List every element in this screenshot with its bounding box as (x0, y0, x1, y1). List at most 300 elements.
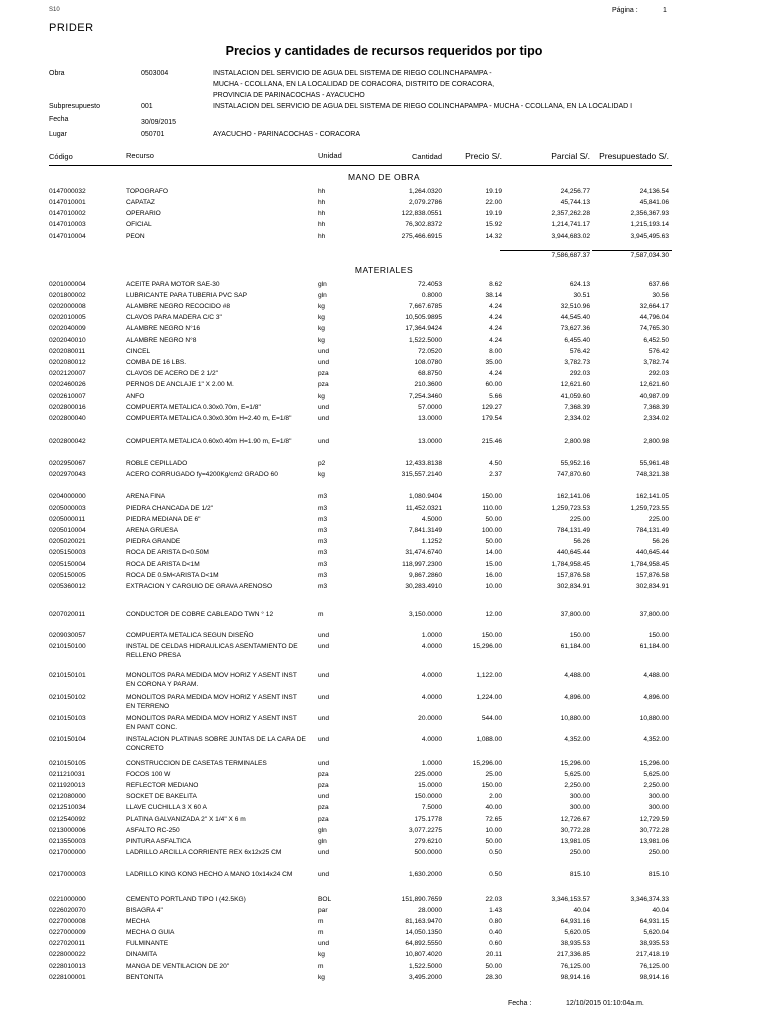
code-cell: 0202460026 (49, 381, 86, 388)
footer-fecha-value: 12/10/2015 01:10:04a.m. (566, 1000, 644, 1007)
recurso-cell: FOCOS 100 W (126, 771, 171, 778)
code-cell: 0201000004 (49, 281, 86, 288)
parcial-cell: 44,545.40 (560, 314, 590, 321)
unidad-cell: hh (318, 199, 326, 206)
code-cell: 0202040009 (49, 325, 86, 332)
cantidad-cell: 1,080.9404 (408, 493, 442, 500)
parcial-cell: 784,131.49 (556, 527, 590, 534)
cantidad-cell: 275,466.6915 (401, 233, 442, 240)
code-cell: 0202610007 (49, 393, 86, 400)
presupuestado-cell: 300.00 (648, 804, 669, 811)
parcial-cell: 45,744.13 (560, 199, 590, 206)
precio-cell: 10.00 (485, 583, 502, 590)
parcial-cell: 1,214,741.17 (551, 221, 590, 228)
code-cell: 0202970043 (49, 471, 86, 478)
precio-cell: 0.50 (489, 849, 502, 856)
code-cell: 0210150104 (49, 736, 86, 743)
recurso-cell: ROCA DE ARISTA D<0.50M (126, 549, 209, 556)
parcial-cell: 5,620.05 (564, 929, 590, 936)
subpresupuesto-desc: INSTALACION DEL SERVICIO DE AGUA DEL SISTEMA DE RIEGO COLINCHAPAMPA - MUCHA - CCOLLANA, EN LA LOCALIDAD I (213, 103, 633, 110)
code-cell: 0209030057 (49, 632, 86, 639)
subtotal-underline-presupuestado (592, 250, 672, 251)
recurso-cell: CLAVOS PARA MADERA C/C 3" (126, 314, 222, 321)
presupuestado-cell: 2,334.02 (643, 415, 669, 422)
parcial-cell: 2,250.00 (564, 782, 590, 789)
precio-cell: 10.00 (485, 827, 502, 834)
cantidad-cell: 4.0000 (421, 643, 442, 650)
parcial-cell: 30,772.28 (560, 827, 590, 834)
cantidad-cell: 28.0000 (418, 907, 442, 914)
presupuestado-cell: 44,796.04 (639, 314, 669, 321)
presupuestado-cell: 4,896.00 (643, 694, 669, 701)
recurso-cell: PERNOS DE ANCLAJE 1" X 2.00 M. (126, 381, 234, 388)
presupuestado-cell: 32,664.17 (639, 303, 669, 310)
unidad-cell: und (318, 694, 330, 701)
presupuestado-cell: 37,800.00 (639, 611, 669, 618)
precio-cell: 179.54 (481, 415, 502, 422)
precio-cell: 14.32 (485, 233, 502, 240)
recurso-cell: EXTRACION Y CARGUIO DE GRAVA ARENOSO (126, 583, 273, 590)
parcial-cell: 747,870.60 (556, 471, 590, 478)
presupuestado-cell: 74,765.30 (639, 325, 669, 332)
presupuestado-cell: 150.00 (648, 632, 669, 639)
presupuestado-cell: 576.42 (648, 348, 669, 355)
precio-cell: 22.03 (485, 896, 502, 903)
precio-cell: 0.80 (489, 918, 502, 925)
recurso-cell: CONSTRUCCION DE CASETAS TERMINALES (126, 760, 267, 767)
code-cell: 0202080011 (49, 348, 86, 355)
recurso-cell: CINCEL (126, 348, 151, 355)
parcial-cell: 1,784,958.45 (551, 561, 590, 568)
code-cell: 0210150101 (49, 672, 86, 679)
header-divider (49, 165, 672, 166)
parcial-cell: 4,488.00 (564, 672, 590, 679)
unidad-cell: hh (318, 210, 326, 217)
unidad-cell: kg (318, 974, 325, 981)
code-cell: 0210150100 (49, 643, 86, 650)
unidad-cell: und (318, 404, 330, 411)
unidad-cell: und (318, 415, 330, 422)
presupuestado-cell: 12,621.60 (639, 381, 669, 388)
unidad-cell: m (318, 963, 324, 970)
recurso-cell: ROCA DE ARISTA D<1M (126, 561, 200, 568)
unidad-cell: m3 (318, 527, 328, 534)
precio-cell: 4.24 (489, 303, 502, 310)
code-cell: 0202800042 (49, 438, 86, 445)
precio-cell: 544.00 (481, 715, 502, 722)
precio-cell: 215.46 (481, 438, 502, 445)
presupuestado-cell: 5,625.00 (643, 771, 669, 778)
parcial-cell: 217,336.85 (556, 951, 590, 958)
presupuestado-cell: 2,250.00 (643, 782, 669, 789)
cantidad-cell: 4.0000 (421, 736, 442, 743)
unidad-cell: m3 (318, 549, 328, 556)
cantidad-cell: 9,867.2860 (408, 572, 442, 579)
unidad-cell: p2 (318, 460, 326, 467)
code-cell: 0205020021 (49, 538, 86, 545)
recurso-cell: FULMINANTE (126, 940, 169, 947)
code-cell: 0205000011 (49, 516, 86, 523)
cantidad-cell: 1.0000 (421, 632, 442, 639)
cantidad-cell: 7,667.6785 (408, 303, 442, 310)
presupuestado-cell: 6,452.50 (643, 337, 669, 344)
recurso-cell: MECHA O GUIA (126, 929, 175, 936)
parcial-cell: 2,800.98 (564, 438, 590, 445)
unidad-cell: pza (318, 381, 329, 388)
precio-cell: 72.65 (485, 816, 502, 823)
recurso-cell: MONOLITOS PARA MEDIDA MOV HORIZ Y ASENT INST EN CORONA Y PARAM. (126, 672, 297, 689)
presupuestado-cell: 2,800.98 (643, 438, 669, 445)
parcial-cell: 292.03 (569, 370, 590, 377)
cantidad-cell: 1.0000 (421, 760, 442, 767)
recurso-cell: ARENA GRUESA (126, 527, 179, 534)
presupuestado-cell: 40.04 (652, 907, 669, 914)
cantidad-cell: 57.0000 (418, 404, 442, 411)
unidad-cell: m3 (318, 516, 328, 523)
presupuestado-cell: 1,259,723.55 (630, 505, 669, 512)
precio-cell: 15,296.00 (472, 643, 502, 650)
unidad-cell: und (318, 793, 330, 800)
recurso-cell: PINTURA ASFALTICA (126, 838, 192, 845)
parcial-cell: 24,256.77 (560, 188, 590, 195)
code-cell: 0202080012 (49, 359, 86, 366)
precio-cell: 4.50 (489, 460, 502, 467)
cantidad-cell: 1,522.5000 (408, 963, 442, 970)
parcial-cell: 32,510.96 (560, 303, 590, 310)
recurso-cell: ACEITE PARA MOTOR SAE-30 (126, 281, 220, 288)
unidad-cell: hh (318, 233, 326, 240)
code-cell: 0205150005 (49, 572, 86, 579)
fecha-value: 30/09/2015 (141, 119, 177, 126)
recurso-cell: PLATINA GALVANIZADA 2" X 1/4" X 6 m (126, 816, 246, 823)
unidad-cell: m3 (318, 538, 328, 545)
presupuestado-cell: 7,368.39 (643, 404, 669, 411)
unidad-cell: und (318, 672, 330, 679)
recurso-cell: ACERO CORRUGADO fy=4200Kg/cm2 GRADO 60 (126, 471, 278, 478)
code-cell: 0147010004 (49, 233, 86, 240)
unidad-cell: hh (318, 188, 326, 195)
code-cell: 0228000022 (49, 951, 86, 958)
unidad-cell: pza (318, 804, 329, 811)
parcial-cell: 13,981.05 (560, 838, 590, 845)
unidad-cell: kg (318, 314, 325, 321)
precio-cell: 110.00 (482, 505, 502, 512)
recurso-cell: INSTALACION PLATINAS SOBRE JUNTAS DE LA CARA DE CONCRETO (126, 736, 306, 753)
parcial-cell: 15,296.00 (560, 760, 590, 767)
parcial-cell: 2,357,262.28 (551, 210, 590, 217)
presupuestado-cell: 56.26 (652, 538, 669, 545)
recurso-cell: MONOLITOS PARA MEDIDA MOV HORIZ Y ASENT INST EN PANT CONC. (126, 715, 297, 732)
code-cell: 0202010005 (49, 314, 86, 321)
recurso-cell: PIEDRA GRANDE (126, 538, 181, 545)
precio-cell: 129.27 (481, 404, 502, 411)
precio-cell: 35.00 (485, 359, 502, 366)
cantidad-cell: 10,505.9895 (405, 314, 442, 321)
cantidad-cell: 210.3600 (414, 381, 442, 388)
code-cell: 0147000032 (49, 188, 86, 195)
parcial-cell: 3,944,683.02 (551, 233, 590, 240)
unidad-cell: kg (318, 393, 325, 400)
cantidad-cell: 3,495.2000 (408, 974, 442, 981)
col-header-presupuestado: Presupuestado S/. (599, 151, 669, 161)
cantidad-cell: 76,302.8372 (405, 221, 442, 228)
page-label: Página : (612, 7, 638, 14)
cantidad-cell: 1,630.2000 (408, 871, 442, 878)
cantidad-cell: 3,150.0000 (408, 611, 442, 618)
precio-cell: 60.00 (485, 381, 502, 388)
presupuestado-cell: 157,876.58 (635, 572, 669, 579)
code-cell: 0213000006 (49, 827, 86, 834)
parcial-cell: 12,621.60 (560, 381, 590, 388)
parcial-cell: 98,914.16 (560, 974, 590, 981)
precio-cell: 22.00 (485, 199, 502, 206)
col-header-codigo: Código (49, 152, 73, 161)
unidad-cell: kg (318, 325, 325, 332)
presupuestado-cell: 784,131.49 (635, 527, 669, 534)
recurso-cell: OFICIAL (126, 221, 152, 228)
code-cell: 0205010004 (49, 527, 86, 534)
recurso-cell: PIEDRA MEDIANA DE 6" (126, 516, 201, 523)
recurso-cell: DINAMITA (126, 951, 158, 958)
parcial-cell: 10,880.00 (560, 715, 590, 722)
cantidad-cell: 225.0000 (414, 771, 442, 778)
precio-cell: 4.24 (489, 370, 502, 377)
parcial-cell: 55,952.16 (560, 460, 590, 467)
unidad-cell: pza (318, 370, 329, 377)
presupuestado-cell: 1,784,958.45 (630, 561, 669, 568)
recurso-cell: PEON (126, 233, 145, 240)
presupuestado-cell: 15,296.00 (639, 760, 669, 767)
precio-cell: 14.00 (485, 549, 502, 556)
recurso-cell: TOPOGRAFO (126, 188, 169, 195)
obra-desc-line2: MUCHA - CCOLLANA, EN LA LOCALIDAD DE CORACORA, DISTRITO DE CORACORA, (213, 81, 495, 88)
parcial-cell: 73,627.36 (560, 325, 590, 332)
subtotal-underline-parcial (500, 250, 590, 251)
cantidad-cell: 150.0000 (414, 793, 442, 800)
code-cell: 0210150103 (49, 715, 86, 722)
cantidad-cell: 4.5000 (421, 516, 442, 523)
footer-fecha-label: Fecha : (508, 1000, 532, 1007)
code-cell: 0210150102 (49, 694, 86, 701)
precio-cell: 28.30 (485, 974, 502, 981)
cantidad-cell: 1.1252 (421, 538, 442, 545)
precio-cell: 12.00 (485, 611, 502, 618)
presupuestado-cell: 61,184.00 (639, 643, 669, 650)
cantidad-cell: 3,077.2275 (408, 827, 442, 834)
code-cell: 0205000003 (49, 505, 86, 512)
recurso-cell: CEMENTO PORTLAND TIPO I (42.5KG) (126, 896, 246, 903)
precio-cell: 15.00 (485, 561, 502, 568)
cantidad-cell: 500.0000 (414, 849, 442, 856)
presupuestado-cell: 815.10 (648, 871, 669, 878)
parcial-cell: 41,059.60 (560, 393, 590, 400)
parcial-cell: 37,800.00 (560, 611, 590, 618)
cantidad-cell: 1,264.0320 (408, 188, 442, 195)
recurso-cell: MONOLITOS PARA MEDIDA MOV HORIZ Y ASENT INST EN TERRENO (126, 694, 297, 711)
parcial-cell: 300.00 (569, 804, 590, 811)
presupuestado-cell: 250.00 (648, 849, 669, 856)
precio-cell: 16.00 (485, 572, 502, 579)
code-cell: 0207020011 (49, 611, 86, 618)
unidad-cell: und (318, 849, 330, 856)
cantidad-cell: 118,997.2300 (402, 561, 442, 568)
cantidad-cell: 108.0780 (414, 359, 442, 366)
parcial-cell: 225.00 (569, 516, 590, 523)
cantidad-cell: 175.1778 (414, 816, 442, 823)
unidad-cell: gln (318, 281, 327, 288)
code-cell: 0212080000 (49, 793, 86, 800)
parcial-cell: 300.00 (569, 793, 590, 800)
precio-cell: 20.11 (485, 951, 502, 958)
parcial-cell: 4,896.00 (564, 694, 590, 701)
parcial-cell: 76,125.00 (560, 963, 590, 970)
col-header-unidad: Unidad (318, 151, 342, 160)
presupuestado-cell: 3,346,374.33 (630, 896, 669, 903)
unidad-cell: m3 (318, 583, 328, 590)
cantidad-cell: 279.6210 (414, 838, 442, 845)
unidad-cell: kg (318, 951, 325, 958)
unidad-cell: m (318, 611, 324, 618)
precio-cell: 19.19 (485, 210, 502, 217)
section-title-materiales: MATERIALES (354, 265, 414, 275)
recurso-cell: ROBLE CEPILLADO (126, 460, 188, 467)
unidad-cell: und (318, 760, 330, 767)
parcial-cell: 12,726.67 (560, 816, 590, 823)
parcial-cell: 40.04 (573, 907, 590, 914)
parcial-cell: 3,782.73 (564, 359, 590, 366)
parcial-cell: 4,352.00 (564, 736, 590, 743)
recurso-cell: PIEDRA CHANCADA DE 1/2" (126, 505, 213, 512)
cantidad-cell: 151,890.7659 (401, 896, 442, 903)
presupuestado-cell: 64,931.15 (639, 918, 669, 925)
code-cell: 0202800016 (49, 404, 86, 411)
cantidad-cell: 12,433.8138 (405, 460, 442, 467)
presupuestado-cell: 292.03 (648, 370, 669, 377)
recurso-cell: ALAMBRE NEGRO N°16 (126, 325, 201, 332)
recurso-cell: LLAVE CUCHILLA 3 X 60 A (126, 804, 207, 811)
parcial-cell: 815.10 (569, 871, 590, 878)
cantidad-cell: 68.8750 (418, 370, 442, 377)
unidad-cell: kg (318, 471, 325, 478)
report-code: S10 (49, 7, 60, 13)
unidad-cell: und (318, 940, 330, 947)
parcial-cell: 3,346,153.57 (551, 896, 590, 903)
fecha-label: Fecha (49, 116, 69, 123)
subtotal-parcial: 7,586,687.37 (551, 252, 590, 259)
unidad-cell: und (318, 438, 330, 445)
page-number: 1 (663, 7, 667, 14)
code-cell: 0212510034 (49, 804, 86, 811)
recurso-cell: MANGA DE VENTILACION DE 20" (126, 963, 230, 970)
precio-cell: 5.66 (489, 393, 502, 400)
unidad-cell: m (318, 929, 324, 936)
code-cell: 0221000000 (49, 896, 86, 903)
precio-cell: 50.00 (485, 516, 502, 523)
col-header-cantidad: Cantidad (411, 152, 442, 161)
unidad-cell: kg (318, 337, 325, 344)
presupuestado-cell: 24,136.54 (639, 188, 669, 195)
precio-cell: 1.43 (489, 907, 502, 914)
presupuestado-cell: 40,987.09 (639, 393, 669, 400)
cantidad-cell: 15.0000 (418, 782, 442, 789)
presupuestado-cell: 55,961.48 (639, 460, 669, 467)
parcial-cell: 2,334.02 (564, 415, 590, 422)
unidad-cell: kg (318, 303, 325, 310)
presupuestado-cell: 76,125.00 (639, 963, 669, 970)
cantidad-cell: 20.0000 (418, 715, 442, 722)
recurso-cell: OPERARIO (126, 210, 161, 217)
parcial-cell: 150.00 (569, 632, 590, 639)
presupuestado-cell: 3,945,495.63 (630, 233, 669, 240)
lugar-label: Lugar (49, 131, 67, 138)
code-cell: 0217000000 (49, 849, 86, 856)
recurso-cell: COMPUERTA METALICA 0.30x0.70m, E=1/8" (126, 404, 261, 411)
presupuestado-cell: 38,935.53 (639, 940, 669, 947)
cantidad-cell: 31,474.6740 (405, 549, 442, 556)
cantidad-cell: 2,079.2786 (408, 199, 442, 206)
unidad-cell: BOL (318, 896, 332, 903)
code-cell: 0211920013 (49, 782, 86, 789)
code-cell: 0227020011 (49, 940, 86, 947)
code-cell: 0147010003 (49, 221, 86, 228)
parcial-cell: 624.13 (569, 281, 590, 288)
cantidad-cell: 4.0000 (421, 672, 442, 679)
report-title: Precios y cantidades de recursos requeridos por tipo (225, 44, 543, 58)
presupuestado-cell: 12,729.59 (639, 816, 669, 823)
presupuestado-cell: 440,645.44 (635, 549, 669, 556)
parcial-cell: 30.51 (573, 292, 590, 299)
parcial-cell: 7,368.39 (564, 404, 590, 411)
precio-cell: 2.37 (489, 471, 502, 478)
presupuestado-cell: 98,914.16 (639, 974, 669, 981)
code-cell: 0201800002 (49, 292, 86, 299)
parcial-cell: 1,259,723.53 (551, 505, 590, 512)
precio-cell: 0.60 (489, 940, 502, 947)
code-cell: 0213550003 (49, 838, 86, 845)
precio-cell: 2.00 (489, 793, 502, 800)
unidad-cell: pza (318, 816, 329, 823)
precio-cell: 150.00 (481, 782, 502, 789)
precio-cell: 19.19 (485, 188, 502, 195)
presupuestado-cell: 225.00 (648, 516, 669, 523)
unidad-cell: par (318, 907, 328, 914)
cantidad-cell: 4.0000 (421, 694, 442, 701)
lugar-desc: AYACUCHO - PARINACOCHAS - CORACORA (213, 131, 361, 138)
unidad-cell: m3 (318, 561, 328, 568)
code-cell: 0227000008 (49, 918, 86, 925)
unidad-cell: und (318, 348, 330, 355)
presupuestado-cell: 3,782.74 (643, 359, 669, 366)
obra-code: 0503004 (141, 70, 169, 77)
cantidad-cell: 1,522.5000 (408, 337, 442, 344)
cantidad-cell: 7,254.3460 (408, 393, 442, 400)
cantidad-cell: 64,892.5550 (405, 940, 442, 947)
parcial-cell: 576.42 (569, 348, 590, 355)
recurso-cell: INSTAL DE CELDAS HIDRAULICAS ASENTAMIENTO DE RELLENO PRESA (126, 643, 298, 660)
code-cell: 0226020070 (49, 907, 86, 914)
presupuestado-cell: 13,981.06 (639, 838, 669, 845)
precio-cell: 25.00 (485, 771, 502, 778)
recurso-cell: LADRILLO KING KONG HECHO A MANO 10x14x24 CM (126, 871, 293, 878)
precio-cell: 8.00 (489, 348, 502, 355)
unidad-cell: und (318, 632, 330, 639)
precio-cell: 8.62 (489, 281, 502, 288)
parcial-cell: 61,184.00 (560, 643, 590, 650)
code-cell: 0205150003 (49, 549, 86, 556)
unidad-cell: gln (318, 827, 327, 834)
parcial-cell: 302,834.91 (556, 583, 590, 590)
recurso-cell: SOCKET DE BAKELITA (126, 793, 197, 800)
